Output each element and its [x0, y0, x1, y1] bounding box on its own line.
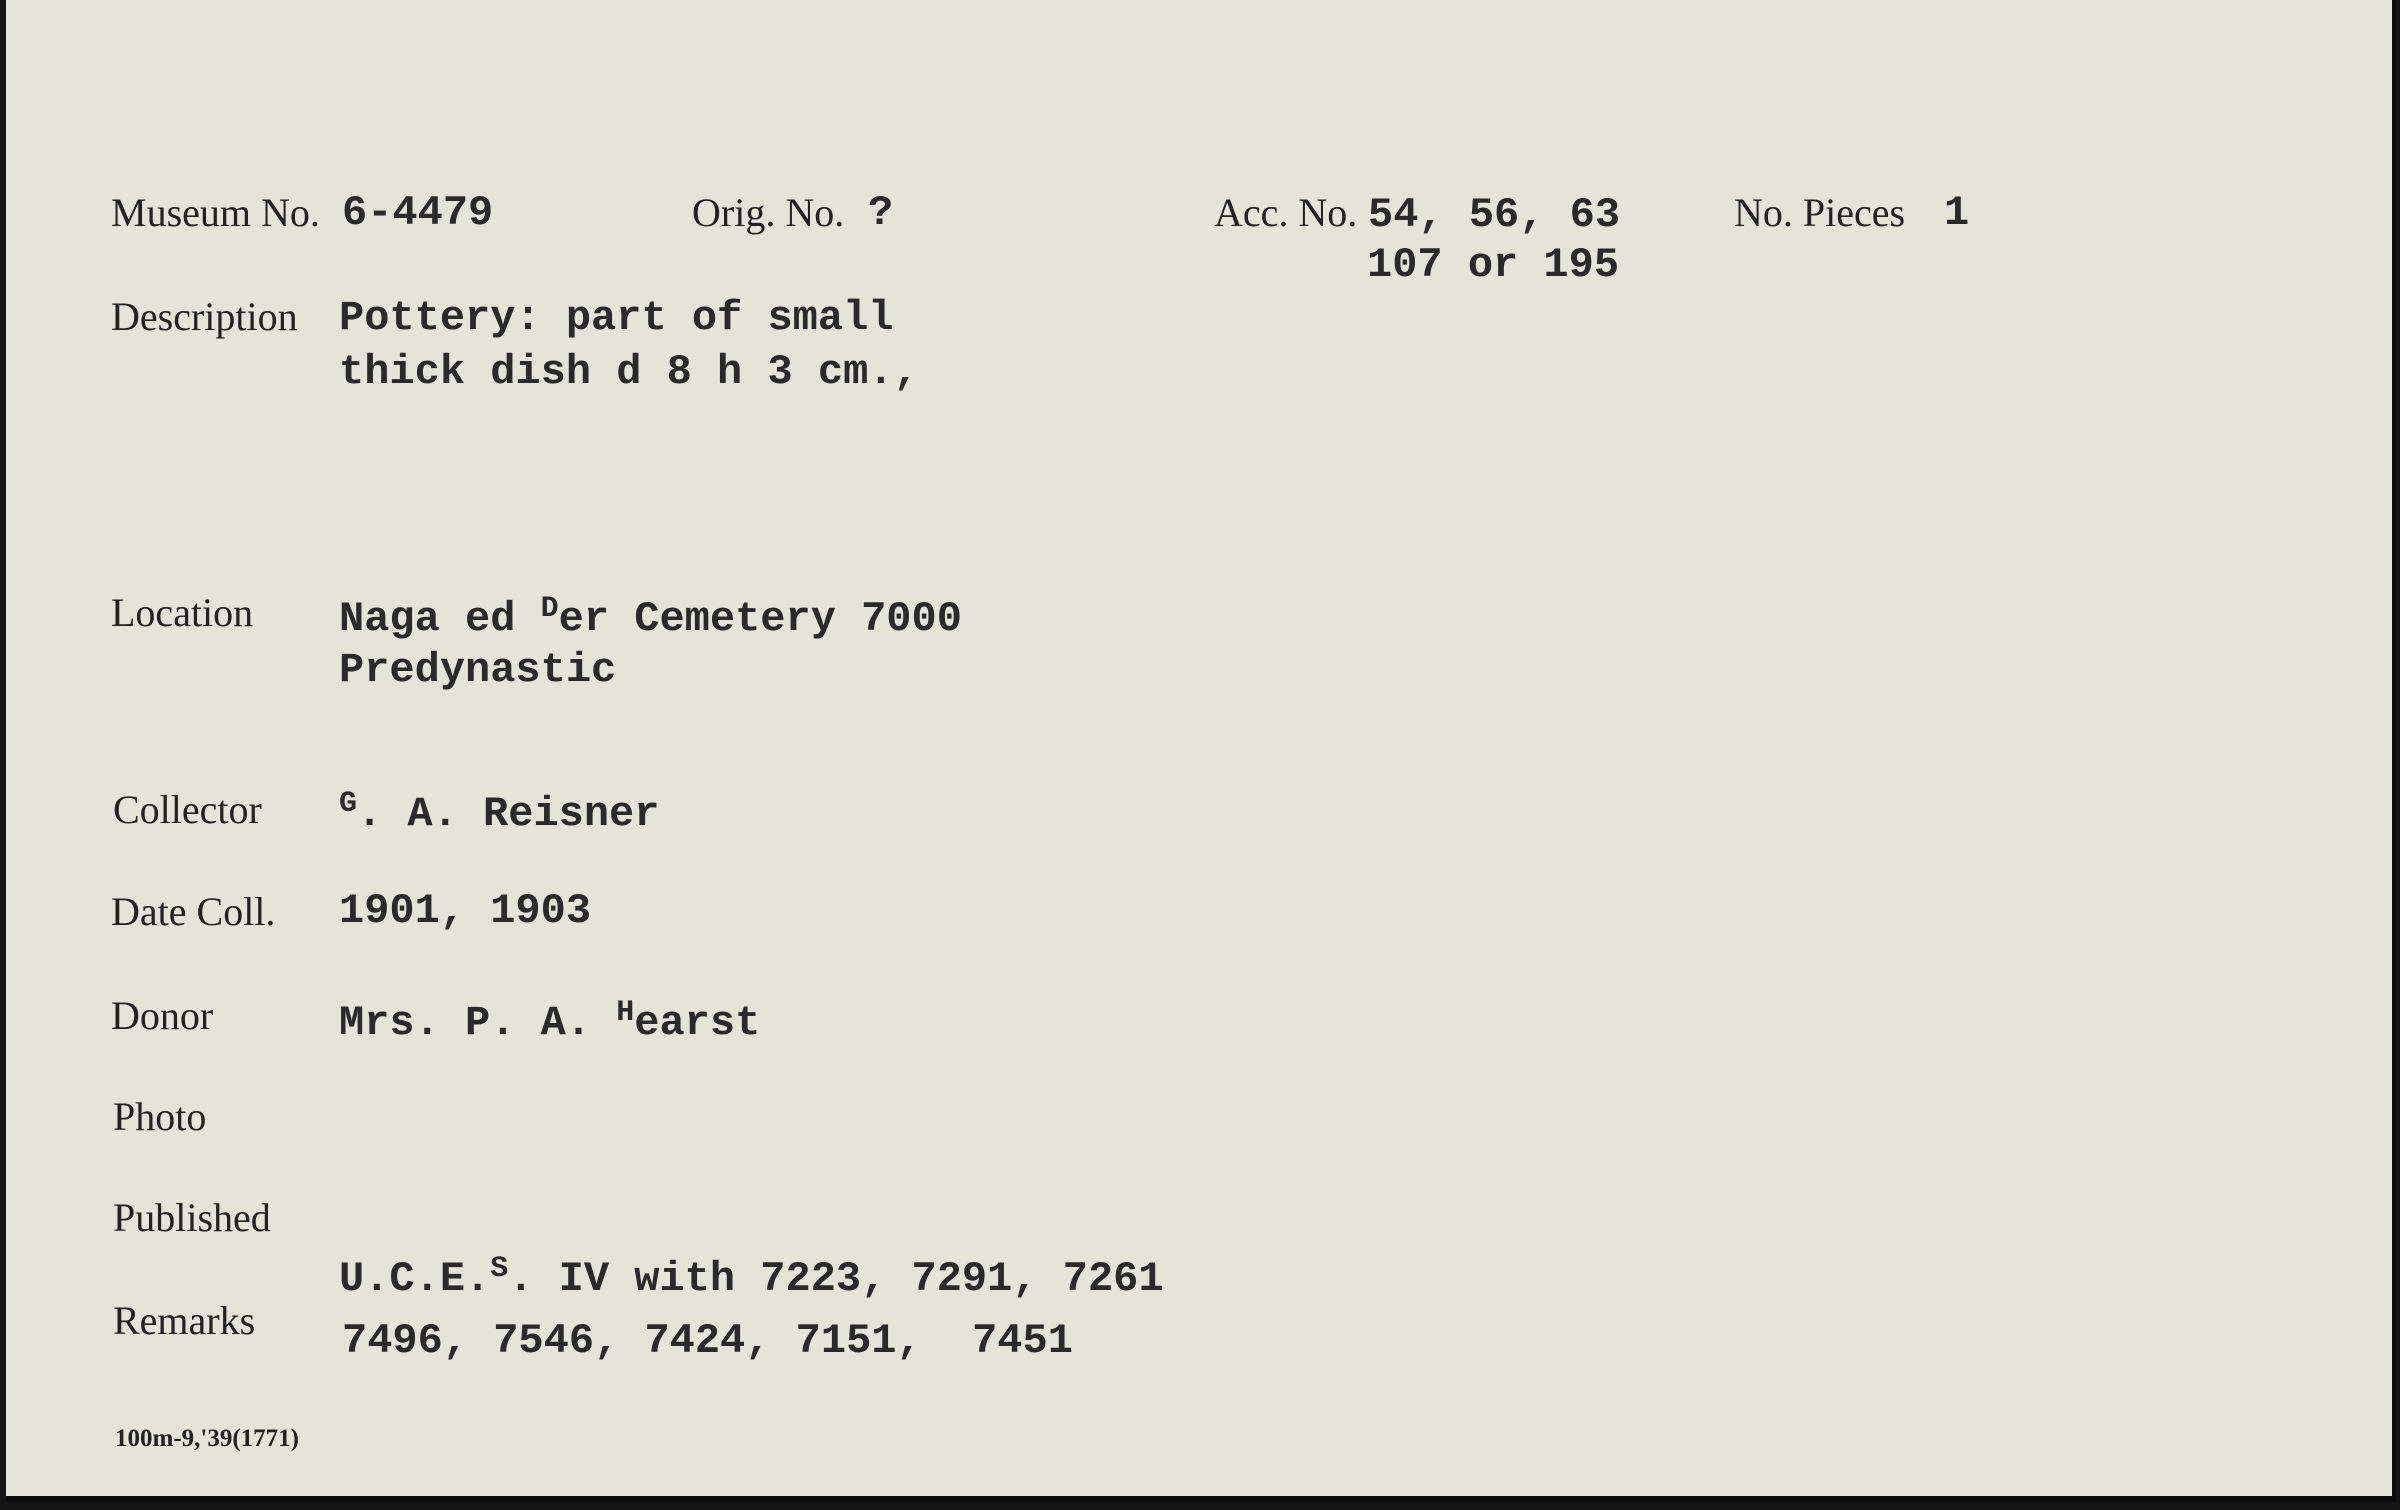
- museum-no-label: Museum No.: [111, 190, 320, 235]
- acc-no-label: Acc. No.: [1214, 190, 1358, 235]
- description-label: Description: [111, 294, 298, 339]
- no-pieces-label: No. Pieces: [1734, 190, 1906, 235]
- description-line2: thick dish d 8 h 3 cm.,: [339, 348, 919, 396]
- description-line1: Pottery: part of small: [339, 294, 894, 342]
- collector-label: Collector: [113, 787, 262, 832]
- donor-label: Donor: [111, 993, 214, 1038]
- collector-value: $^G$. A. Reisner: [339, 787, 660, 838]
- orig-no-label: Orig. No.: [692, 190, 845, 235]
- acc-no-value-line2: 107 or 195: [1367, 241, 1620, 289]
- location-line2: Predynastic: [339, 646, 617, 694]
- photo-label: Photo: [113, 1094, 207, 1139]
- catalog-card: [6, 0, 2396, 1502]
- no-pieces-value: 1: [1944, 189, 1970, 237]
- museum-no-value: 6-4479: [342, 189, 494, 237]
- print-code: 100m-9,'39(1771): [115, 1425, 299, 1452]
- remarks-value: 7496, 7546, 7424, 7151, 7451: [342, 1317, 1073, 1365]
- orig-no-value: ?: [868, 189, 894, 237]
- published-label: Published: [113, 1195, 271, 1240]
- location-label: Location: [111, 590, 254, 635]
- date-coll-value: 1901, 1903: [339, 887, 592, 935]
- location-line1: Naga ed $^D$er Cemetery 7000: [339, 592, 962, 643]
- donor-value: Mrs. P. A. $^H$earst: [339, 996, 761, 1047]
- remarks-label: Remarks: [113, 1298, 256, 1343]
- published-value: U.C.E.$^S$. IV with 7223, 7291, 7261: [339, 1252, 1164, 1303]
- date-coll-label: Date Coll.: [111, 889, 276, 934]
- acc-no-value-line1: 54, 56, 63: [1368, 191, 1621, 239]
